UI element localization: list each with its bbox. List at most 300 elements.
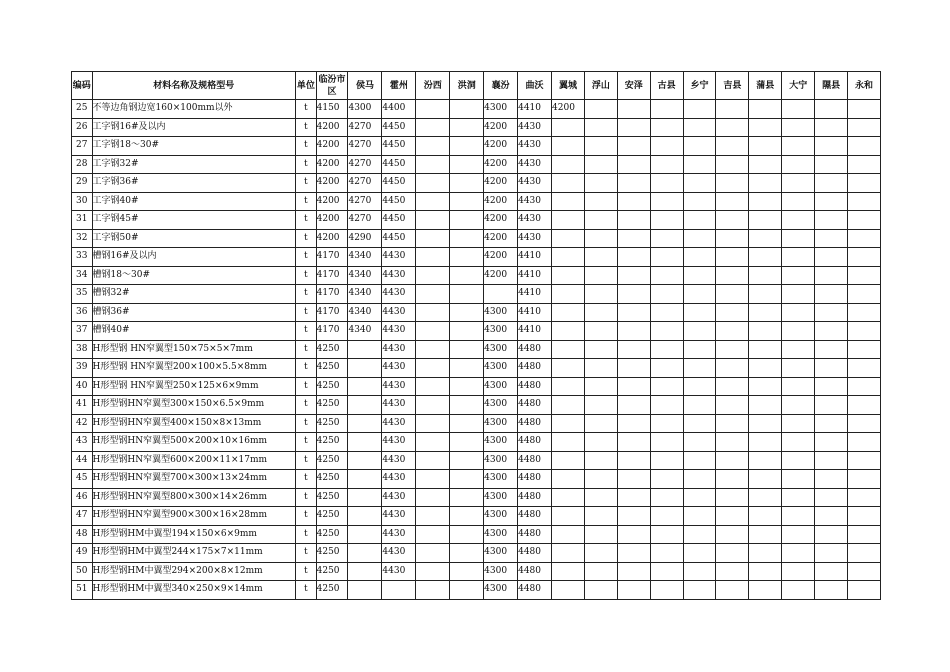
row-number: 45 bbox=[72, 470, 93, 489]
price-cell bbox=[617, 340, 650, 359]
price-cell: 4170 bbox=[316, 285, 348, 304]
row-number: 37 bbox=[72, 322, 93, 341]
price-cell bbox=[683, 211, 716, 230]
price-cell: 4450 bbox=[382, 211, 416, 230]
price-cell: 4200 bbox=[316, 155, 348, 174]
price-cell bbox=[617, 100, 650, 119]
price-cell bbox=[815, 100, 848, 119]
price-cell: 4250 bbox=[316, 562, 348, 581]
price-cell bbox=[450, 303, 484, 322]
price-cell bbox=[650, 174, 683, 193]
column-header: 浮山 bbox=[584, 72, 617, 100]
table-row bbox=[72, 488, 881, 507]
price-cell bbox=[716, 359, 749, 378]
price-cell bbox=[815, 118, 848, 137]
price-cell bbox=[552, 396, 585, 415]
material-name: H形型钢HM中翼型294×200×8×12mm bbox=[92, 562, 296, 581]
price-cell bbox=[416, 377, 450, 396]
price-cell bbox=[782, 174, 815, 193]
price-cell bbox=[815, 414, 848, 433]
unit-cell: t bbox=[296, 488, 317, 507]
price-cell bbox=[416, 303, 450, 322]
price-cell bbox=[450, 544, 484, 563]
price-cell: 4200 bbox=[316, 211, 348, 230]
price-cell: 4430 bbox=[382, 340, 416, 359]
row-number: 27 bbox=[72, 137, 93, 156]
price-cell bbox=[650, 451, 683, 470]
price-cell bbox=[848, 211, 881, 230]
price-cell bbox=[650, 396, 683, 415]
price-cell bbox=[782, 470, 815, 489]
price-cell bbox=[450, 396, 484, 415]
price-cell bbox=[716, 470, 749, 489]
price-cell: 4200 bbox=[316, 174, 348, 193]
price-cell: 4170 bbox=[316, 266, 348, 285]
price-cell bbox=[782, 396, 815, 415]
price-cell: 4480 bbox=[518, 507, 552, 526]
price-cell bbox=[416, 396, 450, 415]
price-cell bbox=[848, 507, 881, 526]
price-cell: 4430 bbox=[382, 396, 416, 415]
price-cell bbox=[815, 451, 848, 470]
row-number: 26 bbox=[72, 118, 93, 137]
price-cell bbox=[650, 211, 683, 230]
price-cell bbox=[815, 137, 848, 156]
price-cell bbox=[749, 488, 782, 507]
price-cell bbox=[584, 192, 617, 211]
price-cell: 4200 bbox=[484, 137, 518, 156]
price-cell bbox=[584, 377, 617, 396]
unit-cell: t bbox=[296, 100, 317, 119]
column-header: 材料名称及规格型号 bbox=[92, 72, 296, 100]
price-cell bbox=[584, 248, 617, 267]
price-cell bbox=[782, 303, 815, 322]
price-cell: 4250 bbox=[316, 470, 348, 489]
price-cell: 4270 bbox=[348, 137, 382, 156]
price-cell bbox=[848, 100, 881, 119]
unit-cell: t bbox=[296, 470, 317, 489]
material-name: 不等边角钢边宽160×100mm以外 bbox=[92, 100, 296, 119]
price-cell: 4300 bbox=[484, 340, 518, 359]
price-cell bbox=[617, 303, 650, 322]
price-cell bbox=[617, 562, 650, 581]
price-cell bbox=[815, 248, 848, 267]
price-cell bbox=[782, 377, 815, 396]
price-cell bbox=[584, 359, 617, 378]
price-cell bbox=[782, 229, 815, 248]
price-cell: 4430 bbox=[382, 507, 416, 526]
row-number: 35 bbox=[72, 285, 93, 304]
price-cell bbox=[815, 488, 848, 507]
price-cell bbox=[716, 488, 749, 507]
unit-cell: t bbox=[296, 507, 317, 526]
price-cell: 4250 bbox=[316, 414, 348, 433]
price-cell bbox=[683, 562, 716, 581]
price-cell: 4300 bbox=[348, 100, 382, 119]
price-cell bbox=[650, 414, 683, 433]
price-cell: 4270 bbox=[348, 155, 382, 174]
row-number: 42 bbox=[72, 414, 93, 433]
price-cell bbox=[683, 285, 716, 304]
column-header: 侯马 bbox=[348, 72, 382, 100]
price-cell bbox=[416, 359, 450, 378]
price-cell bbox=[848, 525, 881, 544]
table-row bbox=[72, 285, 881, 304]
table-row bbox=[72, 525, 881, 544]
price-cell: 4430 bbox=[382, 377, 416, 396]
table-row bbox=[72, 100, 881, 119]
price-cell bbox=[815, 377, 848, 396]
price-cell bbox=[815, 192, 848, 211]
price-cell bbox=[683, 248, 716, 267]
price-cell bbox=[450, 340, 484, 359]
price-cell bbox=[716, 303, 749, 322]
price-cell: 4450 bbox=[382, 192, 416, 211]
table-body bbox=[72, 100, 881, 600]
price-cell: 4200 bbox=[484, 211, 518, 230]
price-cell: 4250 bbox=[316, 359, 348, 378]
price-cell bbox=[450, 322, 484, 341]
price-cell bbox=[716, 433, 749, 452]
material-name: 工字钢45# bbox=[92, 211, 296, 230]
price-cell bbox=[749, 414, 782, 433]
price-cell bbox=[683, 155, 716, 174]
price-cell: 4200 bbox=[552, 100, 585, 119]
price-cell bbox=[782, 359, 815, 378]
price-cell bbox=[683, 118, 716, 137]
table-row bbox=[72, 137, 881, 156]
price-cell bbox=[716, 507, 749, 526]
price-cell: 4430 bbox=[382, 248, 416, 267]
row-number: 48 bbox=[72, 525, 93, 544]
price-cell bbox=[450, 470, 484, 489]
price-cell bbox=[450, 525, 484, 544]
row-number: 47 bbox=[72, 507, 93, 526]
price-cell: 4430 bbox=[382, 303, 416, 322]
row-number: 43 bbox=[72, 433, 93, 452]
row-number: 25 bbox=[72, 100, 93, 119]
price-cell bbox=[815, 285, 848, 304]
price-cell: 4410 bbox=[518, 248, 552, 267]
price-cell bbox=[782, 155, 815, 174]
price-cell: 4480 bbox=[518, 544, 552, 563]
price-cell bbox=[782, 340, 815, 359]
price-cell bbox=[650, 137, 683, 156]
price-cell bbox=[450, 414, 484, 433]
price-cell bbox=[683, 377, 716, 396]
price-cell bbox=[416, 229, 450, 248]
price-cell bbox=[782, 192, 815, 211]
price-cell bbox=[617, 359, 650, 378]
price-cell bbox=[749, 229, 782, 248]
material-name: H形型钢HN窄翼型300×150×6.5×9mm bbox=[92, 396, 296, 415]
row-number: 30 bbox=[72, 192, 93, 211]
price-cell bbox=[416, 562, 450, 581]
price-cell: 4250 bbox=[316, 488, 348, 507]
price-cell: 4480 bbox=[518, 377, 552, 396]
price-cell bbox=[782, 451, 815, 470]
price-cell bbox=[617, 451, 650, 470]
row-number: 41 bbox=[72, 396, 93, 415]
price-cell bbox=[848, 174, 881, 193]
row-number: 34 bbox=[72, 266, 93, 285]
price-cell: 4250 bbox=[316, 525, 348, 544]
price-cell bbox=[749, 377, 782, 396]
price-cell bbox=[815, 562, 848, 581]
price-cell bbox=[617, 470, 650, 489]
unit-cell: t bbox=[296, 377, 317, 396]
price-cell bbox=[716, 192, 749, 211]
price-cell: 4430 bbox=[382, 322, 416, 341]
row-number: 33 bbox=[72, 248, 93, 267]
price-cell bbox=[815, 303, 848, 322]
price-cell bbox=[815, 507, 848, 526]
price-cell bbox=[749, 118, 782, 137]
price-cell bbox=[617, 211, 650, 230]
table-row bbox=[72, 414, 881, 433]
header-row bbox=[72, 72, 881, 100]
price-cell bbox=[749, 155, 782, 174]
price-cell bbox=[450, 118, 484, 137]
price-cell bbox=[450, 581, 484, 600]
table-row bbox=[72, 396, 881, 415]
table-row bbox=[72, 211, 881, 230]
price-cell: 4300 bbox=[484, 525, 518, 544]
price-cell bbox=[617, 192, 650, 211]
material-name: H形型钢HN窄翼型600×200×11×17mm bbox=[92, 451, 296, 470]
price-cell bbox=[348, 544, 382, 563]
price-cell bbox=[848, 303, 881, 322]
price-cell bbox=[617, 525, 650, 544]
price-cell bbox=[617, 377, 650, 396]
price-cell bbox=[617, 174, 650, 193]
unit-cell: t bbox=[296, 414, 317, 433]
table-row bbox=[72, 340, 881, 359]
table-row bbox=[72, 266, 881, 285]
column-header: 乡宁 bbox=[683, 72, 716, 100]
price-cell bbox=[848, 137, 881, 156]
unit-cell: t bbox=[296, 544, 317, 563]
table-row bbox=[72, 359, 881, 378]
price-cell bbox=[348, 562, 382, 581]
price-cell bbox=[683, 303, 716, 322]
price-cell bbox=[782, 507, 815, 526]
price-cell bbox=[416, 155, 450, 174]
price-cell bbox=[552, 414, 585, 433]
price-cell bbox=[782, 544, 815, 563]
table-row bbox=[72, 507, 881, 526]
price-cell bbox=[552, 340, 585, 359]
price-cell: 4430 bbox=[382, 562, 416, 581]
price-cell bbox=[450, 174, 484, 193]
material-name: 槽钢40# bbox=[92, 322, 296, 341]
table-row bbox=[72, 229, 881, 248]
price-cell bbox=[552, 137, 585, 156]
price-cell: 4250 bbox=[316, 507, 348, 526]
price-cell: 4450 bbox=[382, 174, 416, 193]
table-row bbox=[72, 544, 881, 563]
price-cell bbox=[683, 174, 716, 193]
price-cell: 4270 bbox=[348, 174, 382, 193]
unit-cell: t bbox=[296, 192, 317, 211]
price-cell bbox=[848, 155, 881, 174]
price-cell bbox=[617, 248, 650, 267]
price-cell bbox=[749, 322, 782, 341]
price-cell bbox=[584, 303, 617, 322]
price-cell bbox=[848, 359, 881, 378]
price-cell: 4430 bbox=[382, 470, 416, 489]
price-cell bbox=[450, 211, 484, 230]
price-cell bbox=[650, 266, 683, 285]
price-cell bbox=[782, 322, 815, 341]
price-cell bbox=[782, 137, 815, 156]
material-name: H形型钢 HN窄翼型150×75×5×7mm bbox=[92, 340, 296, 359]
price-cell bbox=[416, 137, 450, 156]
price-cell: 4170 bbox=[316, 322, 348, 341]
price-cell bbox=[584, 229, 617, 248]
column-header: 临汾市区 bbox=[316, 72, 348, 100]
price-cell: 4170 bbox=[316, 248, 348, 267]
column-header: 蒲县 bbox=[749, 72, 782, 100]
price-cell bbox=[716, 377, 749, 396]
price-cell bbox=[450, 285, 484, 304]
price-cell bbox=[584, 544, 617, 563]
price-cell bbox=[450, 100, 484, 119]
material-name: 工字钢36# bbox=[92, 174, 296, 193]
price-cell bbox=[552, 322, 585, 341]
price-cell: 4150 bbox=[316, 100, 348, 119]
price-cell bbox=[683, 229, 716, 248]
price-cell bbox=[815, 340, 848, 359]
price-cell bbox=[716, 137, 749, 156]
price-cell bbox=[416, 340, 450, 359]
price-cell bbox=[348, 507, 382, 526]
price-cell bbox=[552, 229, 585, 248]
price-cell: 4400 bbox=[382, 100, 416, 119]
price-cell bbox=[450, 433, 484, 452]
price-cell bbox=[815, 470, 848, 489]
price-cell bbox=[782, 100, 815, 119]
price-cell bbox=[716, 211, 749, 230]
price-cell: 4480 bbox=[518, 488, 552, 507]
price-cell bbox=[782, 248, 815, 267]
unit-cell: t bbox=[296, 174, 317, 193]
price-cell: 4300 bbox=[484, 507, 518, 526]
price-cell bbox=[450, 451, 484, 470]
price-cell bbox=[815, 211, 848, 230]
price-cell bbox=[552, 211, 585, 230]
price-cell: 4410 bbox=[518, 100, 552, 119]
price-cell bbox=[683, 137, 716, 156]
price-cell bbox=[650, 359, 683, 378]
price-cell bbox=[650, 433, 683, 452]
price-cell bbox=[782, 118, 815, 137]
price-cell bbox=[650, 322, 683, 341]
price-cell bbox=[617, 414, 650, 433]
price-cell bbox=[552, 248, 585, 267]
material-name: H形型钢HM中翼型340×250×9×14mm bbox=[92, 581, 296, 600]
price-cell bbox=[450, 192, 484, 211]
price-cell bbox=[584, 396, 617, 415]
price-cell bbox=[450, 507, 484, 526]
price-cell: 4450 bbox=[382, 137, 416, 156]
price-cell: 4430 bbox=[518, 155, 552, 174]
price-cell bbox=[416, 488, 450, 507]
price-cell bbox=[552, 470, 585, 489]
price-cell bbox=[683, 507, 716, 526]
price-cell bbox=[584, 562, 617, 581]
price-cell: 4200 bbox=[484, 174, 518, 193]
price-cell: 4200 bbox=[316, 137, 348, 156]
price-cell bbox=[815, 525, 848, 544]
price-cell bbox=[617, 396, 650, 415]
unit-cell: t bbox=[296, 229, 317, 248]
table-row bbox=[72, 581, 881, 600]
unit-cell: t bbox=[296, 525, 317, 544]
price-cell bbox=[650, 285, 683, 304]
price-cell bbox=[650, 248, 683, 267]
price-cell bbox=[416, 285, 450, 304]
price-cell bbox=[416, 322, 450, 341]
price-cell: 4340 bbox=[348, 285, 382, 304]
row-number: 44 bbox=[72, 451, 93, 470]
price-cell: 4480 bbox=[518, 562, 552, 581]
material-name: 工字钢50# bbox=[92, 229, 296, 248]
price-cell bbox=[716, 414, 749, 433]
price-cell bbox=[815, 155, 848, 174]
price-cell bbox=[617, 544, 650, 563]
price-cell bbox=[848, 377, 881, 396]
price-cell: 4200 bbox=[484, 248, 518, 267]
price-cell: 4200 bbox=[484, 192, 518, 211]
price-cell: 4200 bbox=[484, 229, 518, 248]
price-cell bbox=[416, 451, 450, 470]
material-name: H形型钢HM中翼型244×175×7×11mm bbox=[92, 544, 296, 563]
price-cell bbox=[650, 488, 683, 507]
price-cell bbox=[749, 470, 782, 489]
price-cell: 4450 bbox=[382, 229, 416, 248]
material-name: H形型钢 HN窄翼型250×125×6×9mm bbox=[92, 377, 296, 396]
price-cell bbox=[552, 581, 585, 600]
price-cell bbox=[584, 100, 617, 119]
price-cell: 4300 bbox=[484, 488, 518, 507]
material-name: 槽钢36# bbox=[92, 303, 296, 322]
price-cell: 4300 bbox=[484, 359, 518, 378]
price-cell bbox=[552, 377, 585, 396]
price-cell bbox=[749, 174, 782, 193]
table-row bbox=[72, 377, 881, 396]
price-cell bbox=[617, 266, 650, 285]
table-row bbox=[72, 303, 881, 322]
table-row bbox=[72, 322, 881, 341]
price-cell: 4200 bbox=[484, 155, 518, 174]
unit-cell: t bbox=[296, 322, 317, 341]
column-header: 永和 bbox=[848, 72, 881, 100]
price-cell: 4480 bbox=[518, 433, 552, 452]
price-cell bbox=[749, 137, 782, 156]
row-number: 29 bbox=[72, 174, 93, 193]
price-cell: 4410 bbox=[518, 285, 552, 304]
price-cell bbox=[450, 137, 484, 156]
unit-cell: t bbox=[296, 137, 317, 156]
price-cell: 4340 bbox=[348, 248, 382, 267]
price-cell bbox=[716, 396, 749, 415]
price-cell bbox=[650, 562, 683, 581]
unit-cell: t bbox=[296, 340, 317, 359]
price-cell bbox=[650, 155, 683, 174]
price-cell bbox=[716, 266, 749, 285]
row-number: 31 bbox=[72, 211, 93, 230]
